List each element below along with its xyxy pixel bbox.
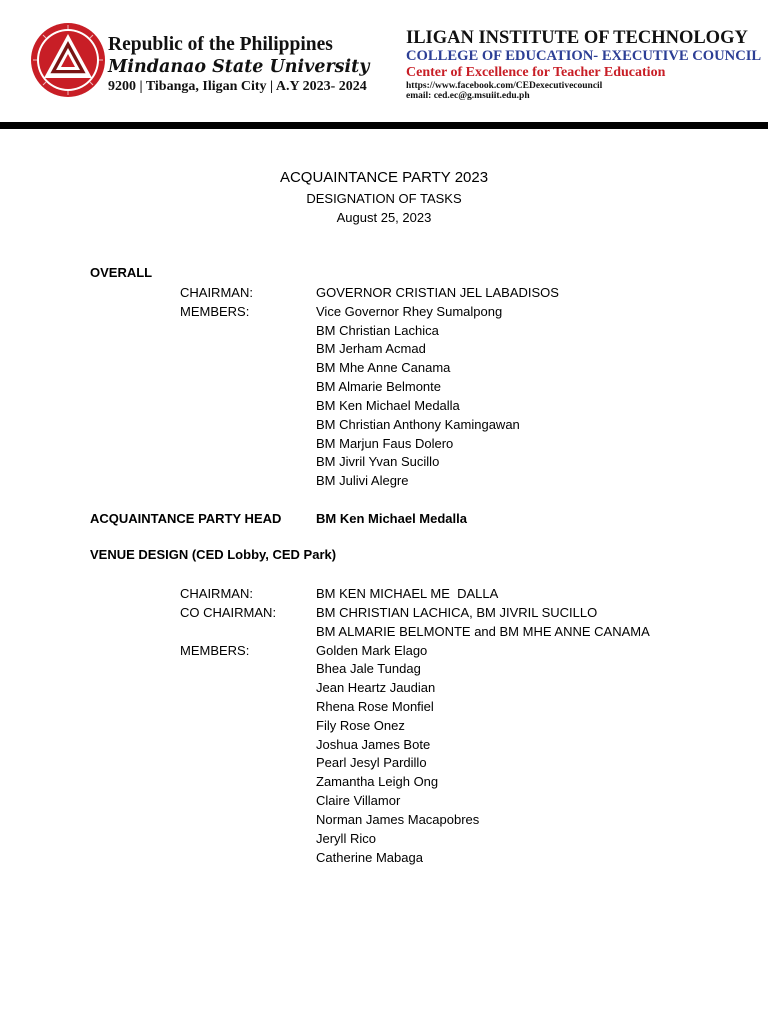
list-item: Bhea Jale Tundag	[316, 661, 421, 676]
msu-iit-seal-logo	[30, 22, 106, 98]
list-item: Rhena Rose Monfiel	[316, 699, 434, 714]
republic-line: Republic of the Philippines	[108, 34, 333, 55]
venue-co-chairman-line: BM CHRISTIAN LACHICA, BM JIVRIL SUCILLO	[316, 605, 598, 620]
college-name: COLLEGE OF EDUCATION- EXECUTIVE COUNCIL	[406, 48, 762, 64]
list-item: BM Almarie Belmonte	[316, 379, 441, 394]
address-line: 9200 | Tibanga, Iligan City | A.Y 2023- 2024	[108, 79, 367, 94]
letterhead	[0, 0, 768, 130]
members-label: MEMBERS:	[180, 304, 250, 319]
list-item: Fily Rose Onez	[316, 718, 405, 733]
section-heading-venue-design: VENUE DESIGN (CED Lobby, CED Park)	[90, 547, 337, 562]
institute-name: ILIGAN INSTITUTE OF TECHNOLOGY	[406, 28, 748, 48]
document-title-block	[0, 167, 768, 227]
venue-co-chairman-line: BM ALMARIE BELMONTE and BM MHE ANNE CANAMA	[316, 624, 650, 639]
list-item: Golden Mark Elago	[316, 643, 428, 658]
document-title: ACQUAINTANCE PARTY 2023	[279, 169, 489, 186]
email-line: email: ced.ec@g.msuiit.edu.ph	[406, 91, 530, 101]
list-item: BM Marjun Faus Dolero	[316, 436, 454, 451]
section-heading-overall: OVERALL	[90, 265, 153, 280]
venue-chairman-label: CHAIRMAN:	[180, 586, 253, 601]
list-item: BM Ken Michael Medalla	[316, 398, 460, 413]
header-divider	[0, 122, 768, 129]
university-name: Mindanao State University	[108, 57, 370, 77]
facebook-link[interactable]: https://www.facebook.com/CEDexecutivecouncil	[406, 81, 603, 91]
list-item: BM Christian Lachica	[316, 323, 439, 338]
list-item: BM Christian Anthony Kamingawan	[316, 417, 520, 432]
center-name: Center of Excellence for Teacher Education	[406, 65, 666, 80]
list-item: Jeryll Rico	[316, 831, 376, 846]
document-subtitle: DESIGNATION OF TASKS	[306, 191, 462, 206]
list-item: Norman James Macapobres	[316, 812, 480, 827]
venue-chairman-name: BM KEN MICHAEL ME DALLA	[316, 586, 499, 601]
document-date: August 25, 2023	[336, 210, 432, 225]
party-head-name: BM Ken Michael Medalla	[316, 511, 467, 526]
list-item: BM Jivril Yvan Sucillo	[316, 454, 440, 469]
list-item: BM Julivi Alegre	[316, 473, 409, 488]
chairman-label: CHAIRMAN:	[180, 285, 253, 300]
party-head-label: ACQUAINTANCE PARTY HEAD	[90, 511, 282, 526]
list-item: Catherine Mabaga	[316, 850, 423, 865]
venue-members-label: MEMBERS:	[180, 643, 250, 658]
list-item: Claire Villamor	[316, 793, 401, 808]
list-item: BM Mhe Anne Canama	[316, 360, 451, 375]
chairman-name: GOVERNOR CRISTIAN JEL LABADISOS	[316, 285, 559, 300]
list-item: Zamantha Leigh Ong	[316, 774, 439, 789]
list-item: Pearl Jesyl Pardillo	[316, 755, 427, 770]
list-item: Vice Governor Rhey Sumalpong	[316, 304, 503, 319]
venue-co-chairman-label: CO CHAIRMAN:	[180, 605, 277, 620]
list-item: BM Jerham Acmad	[316, 341, 426, 356]
list-item: Joshua James Bote	[316, 737, 431, 752]
list-item: Jean Heartz Jaudian	[316, 680, 436, 695]
